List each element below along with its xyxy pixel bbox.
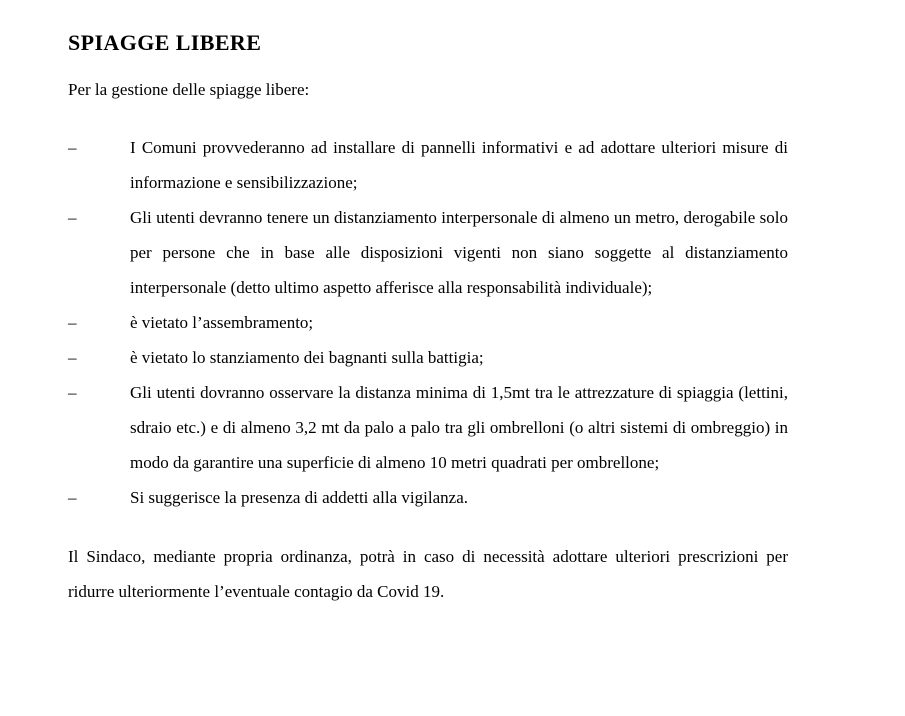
document-title: SPIAGGE LIBERE — [68, 30, 262, 55]
dash-marker: – — [68, 348, 77, 367]
dash-marker: – — [68, 383, 77, 402]
list-item-text: Si suggerisce la presenza di addetti alla vigilanza. — [130, 488, 468, 507]
dash-bullet-list — [68, 130, 788, 515]
list-item-text: Gli utenti devranno tenere un distanziamento interpersonale di almeno un metro, derogabile solo per persone che in base alle disposizioni vigenti non siano soggette al distanziamento interpersonale (detto ultimo aspetto afferisce alla responsabilità individuale); — [130, 208, 788, 297]
list-item — [68, 375, 788, 480]
list-item — [68, 340, 788, 375]
list-item — [68, 480, 788, 515]
list-item-text: è vietato l’assembramento; — [130, 313, 314, 332]
list-item-text: I Comuni provvederanno ad installare di pannelli informativi e ad adottare ulteriori misure di informazione e sensibilizzazione; — [130, 138, 788, 192]
intro-paragraph: Per la gestione delle spiagge libere: — [68, 80, 310, 99]
dash-marker: – — [68, 208, 77, 227]
list-item — [68, 200, 788, 305]
dash-marker: – — [68, 488, 77, 507]
closing-paragraph: Il Sindaco, mediante propria ordinanza, potrà in caso di necessità adottare ulteriori prescrizioni per ridurre ulteriormente l’eventuale contagio da Covid 19. — [68, 547, 788, 601]
list-item-text: Gli utenti dovranno osservare la distanza minima di 1,5mt tra le attrezzature di spiaggia (lettini, sdraio etc.) e di almeno 3,2 mt da palo a palo tra gli ombrelloni (o altri sistemi di ombreggio) in modo da garantire una superficie di almeno 10 metri quadrati per ombrellone; — [130, 383, 788, 472]
dash-marker: – — [68, 138, 77, 157]
list-item — [68, 130, 788, 200]
list-item-text: è vietato lo stanziamento dei bagnanti sulla battigia; — [130, 348, 484, 367]
list-item — [68, 305, 788, 340]
dash-marker: – — [68, 313, 77, 332]
